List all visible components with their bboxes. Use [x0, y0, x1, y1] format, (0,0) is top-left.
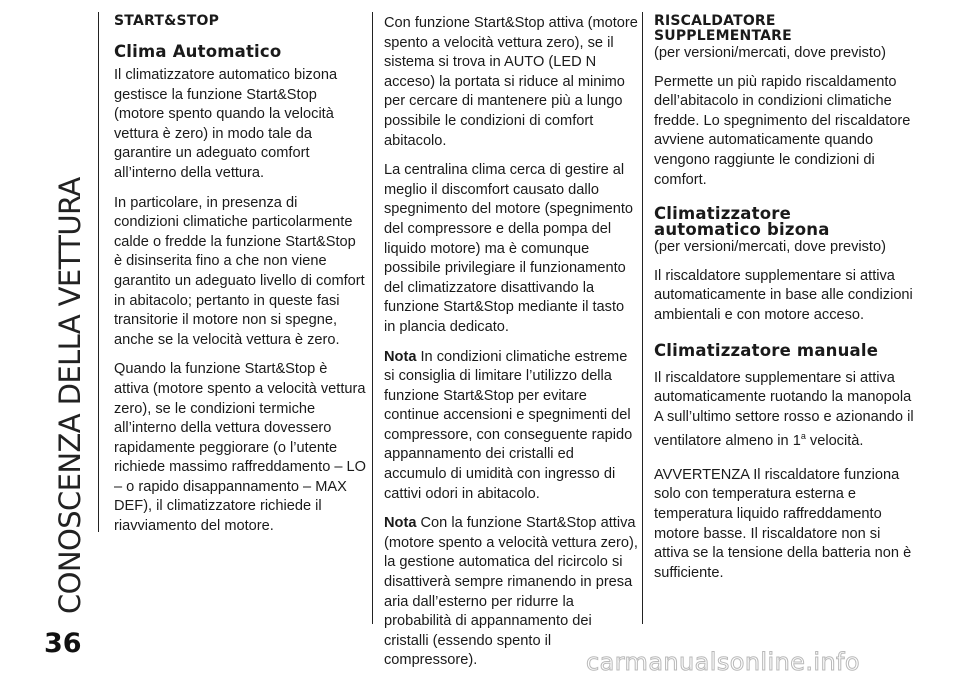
paragraph: In particolare, in presenza di condizioni climatiche particolarmente calde o fredde la funzione Start&Stop è disinserita fino a che non viene garantito un adeguato livello di comfort in abitacolo; pertanto in queste fasi transitorie il motore non si spegne, anche se la velocità vettura è zero. — [114, 194, 365, 348]
subheading-clima-automatico: Clima Automatico — [114, 42, 282, 61]
paragraph: La centralina clima cerca di gestire al meglio il discomfort causato dallo spegnimento del motore (spegnimento del compressore e della pompa del liquido motore) ma è comunque possibile privilegiare il funzionamento del climatizzatore disattivando la funzione Start&Stop mediante il tasto in plancia dedicato. — [384, 162, 634, 335]
heading-riscaldatore-supplementare: RISCALDATORE SUPPLEMENTARE — [654, 13, 792, 44]
section-title-vertical: CONOSCENZA DELLA VETTURA — [53, 177, 87, 614]
warning-paragraph: AVVERTENZA Il riscaldatore funziona solo con temperatura esterna e temperatura liquido raffreddamento motore basse. Il riscaldatore non si attiva se la tensione della batteria non è sufficiente. — [654, 466, 912, 581]
paragraph: Permette un più rapido riscaldamento dell’abitacolo in condizioni climatiche fredde. Lo spegnimento del riscaldatore avviene automaticamente quando vengono raggiunte le condizioni di comfort. — [654, 73, 911, 188]
heading-climatizzatore-manuale: Climatizzatore manuale — [654, 340, 879, 360]
column-rule-left — [98, 12, 99, 532]
note-text: In condizioni climatiche estreme si consiglia di limitare l’utilizzo della funzione Start&Stop per evitare continue accensioni e spegnimenti del compressore, con conseguente rapido appannamento dei cristalli ed accumulo di umidità con ingresso di cattivi odori in abitacolo. — [384, 348, 633, 502]
availability-note: (per versioni/mercati, dove previsto) — [654, 45, 886, 61]
heading-climatizzatore-bizona: Climatizzatore automatico bizona — [654, 204, 830, 240]
column-1 — [114, 14, 366, 547]
column-2 — [384, 14, 638, 681]
column-rule-right — [642, 12, 643, 624]
note — [384, 348, 638, 505]
paragraph: Il riscaldatore supplementare si attiva automaticamente ruotando la manopola A sull’ultimo settore rosso e azionando il ventilatore almeno in 1$^a$ velocità. — [654, 369, 914, 450]
watermark: carmanualsonline.info — [586, 648, 860, 676]
note-label: Nota — [384, 348, 417, 365]
paragraph: Quando la funzione Start&Stop è attiva (motore spento a velocità vettura zero), se le condizioni termiche all’interno della vettura dovessero rapidamente peggiorare (o l’utente richiede massimo raffreddamento – LO – o rapido disappannamento – MAX DEF), il climatizzatore richiede il riavviamento del motore. — [114, 361, 366, 535]
note-label: Nota — [384, 515, 417, 532]
column-3 — [654, 14, 916, 593]
availability-note: (per versioni/mercati, dove previsto) — [654, 239, 886, 256]
paragraph: Il riscaldatore supplementare si attiva automaticamente in base alle condizioni ambientali e con motore acceso. — [654, 267, 913, 323]
paragraph: Con funzione Start&Stop attiva (motore spento a velocità vettura zero), se il sistema si trova in AUTO (LED N acceso) la portata si riduce al minimo per cercare di mantenere più a lungo possibile le condizioni di comfort abitacolo. — [384, 15, 638, 149]
note-text: Con la funzione Start&Stop attiva (motore spento a velocità vettura zero), la gestione automatica del ricircolo si disattiverà sempre rimanendo in presa aria dall’esterno per ridurre la probabilità di appannamento dei cristalli (essendo spento il compressore). — [384, 515, 638, 669]
page-number: 36 — [44, 628, 82, 659]
column-rule-middle — [372, 12, 373, 624]
section-heading-start-stop: START&STOP — [114, 13, 220, 29]
paragraph: Il climatizzatore automatico bizona gestisce la funzione Start&Stop (motore spento quando la velocità vettura è zero) in modo tale da garantire un adeguato comfort all’interno della vettura. — [114, 67, 338, 181]
